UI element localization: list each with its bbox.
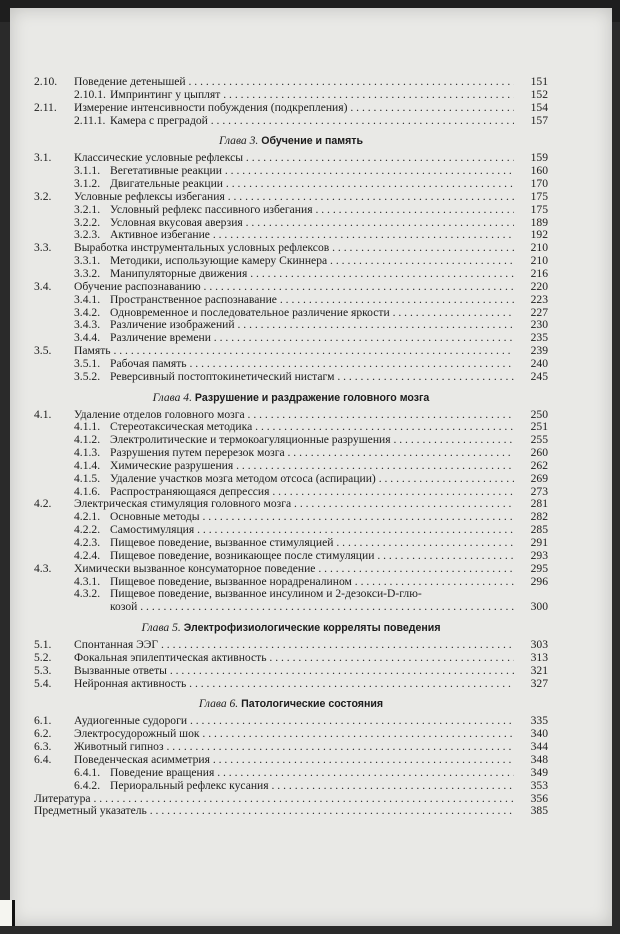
toc-entry-number: 3.5.2. [74,369,101,383]
toc-entry-title: Пространственное распознавание . . . [110,294,514,307]
toc-entry-page: 239 [530,344,548,358]
toc-entry-title: Электросудорожный шок . . . [74,728,514,741]
toc-entry[interactable] [34,255,548,268]
toc-entry-title: Распространяющаяся депрессия . . . [110,486,514,499]
toc-entry-page: 293 [530,548,548,562]
toc-entry-page: 295 [530,561,548,575]
chapter-title: Обучение и память [261,135,364,148]
toc-section-2 [34,76,548,127]
toc-entry-title: Вызванные ответы . . . [74,665,514,678]
toc-entry-title: Литература . . . [34,793,514,806]
toc-entry[interactable] [34,678,548,691]
toc-entry-title: Импринтинг у цыплят . . . [110,89,514,102]
toc-entry[interactable] [34,191,548,204]
toc-entry-number: 3.3.1. [74,254,101,268]
toc-entry[interactable] [34,588,548,601]
toc-entry-page: 170 [530,177,548,191]
toc-entry-title: Память . . . [74,345,514,358]
toc-entry-page: 192 [530,228,548,242]
toc-entry-page: 159 [530,151,548,165]
toc-entry-number: 3.5. [34,344,52,358]
toc-entry-title: Манипуляторные движения . . . [110,268,514,281]
toc-entry-number: 2.10.1. [74,87,106,101]
toc-entry-title: Химические разрушения . . . [110,460,514,473]
toc-entry[interactable] [34,498,548,511]
toc-entry[interactable] [34,345,548,358]
toc-entry-title: Животный гипноз . . . [74,741,514,754]
toc-entry-page: 235 [530,331,548,345]
toc-entry-title: Пищевое поведение, возникающее после стимуляции . . . [110,550,514,563]
toc-entry-page: 175 [530,202,548,216]
toc-entry-page: 281 [530,497,548,511]
toc-entry-number: 2.11.1. [74,113,106,127]
toc-entry-number: 3.4.4. [74,331,101,345]
toc-entry-title: Различение изображений . . . [110,319,514,332]
toc-entry[interactable] [34,537,548,550]
toc-entry-title: Обучение распознаванию . . . [74,281,514,294]
toc-entry-number: 3.1.1. [74,164,101,178]
toc-entry-page: 230 [530,318,548,332]
toc-entry[interactable] [34,217,548,230]
toc-entry[interactable] [34,447,548,460]
toc-entry-page: 152 [530,87,548,101]
book-page [10,8,612,926]
toc-entry-number: 4.3. [34,561,52,575]
toc-entry-title: Нейронная активность . . . [74,678,514,691]
toc-entry-page: 273 [530,484,548,498]
toc-entry-page: 260 [530,446,548,460]
toc-entry-page: 327 [530,676,548,690]
toc-entry-page: 220 [530,279,548,293]
toc-entry-title: Стереотаксическая методика . . . [110,421,514,434]
toc-entry-number: 4.2.4. [74,548,101,562]
toc-entry[interactable] [34,780,548,793]
toc-entry-number: 4.1. [34,407,52,421]
chapter-heading-3 [34,127,548,152]
toc-entry[interactable] [34,639,548,652]
scan-corner [0,900,15,926]
toc-entry-title: козой . . . [110,601,514,614]
toc-entry[interactable] [34,89,548,102]
chapter-label: Глава 4. [152,390,192,404]
toc-section-3 [34,152,548,383]
toc-entry-page: 285 [530,523,548,537]
toc-entry-number: 3.5.1. [74,356,101,370]
toc-entry-number: 6.4.1. [74,765,101,779]
toc-entry-number: 4.1.4. [74,458,101,472]
toc-entry-number: 5.1. [34,638,52,652]
toc-entry-page: 154 [530,100,548,114]
toc-entry[interactable] [34,728,548,741]
toc-entry-page: 223 [530,292,548,306]
chapter-title: Электрофизиологические корреляты поведения [183,622,441,635]
toc-entry[interactable] [34,754,548,767]
toc-entry-page: 300 [530,600,548,614]
toc-entry[interactable] [34,601,548,614]
toc-entry[interactable] [34,715,548,728]
toc-entry-number: 4.2. [34,497,52,511]
toc-entry-number: 6.3. [34,740,52,754]
toc-entry[interactable] [34,319,548,332]
toc-entry-page: 385 [530,804,548,818]
toc-entry-title: Химически вызванное консуматорное поведение . . . [74,563,514,576]
toc-entry-title: Электролитические и термокоагуляционные разрушения . . . [110,434,514,447]
toc-entry-title: Условные рефлексы избегания . . . [74,191,514,204]
chapter-heading-4 [34,384,548,409]
toc-entry-page: 335 [530,714,548,728]
toc-entry-number: 3.3. [34,241,52,255]
toc-entry[interactable] [34,76,548,89]
toc-entry[interactable] [34,102,548,115]
toc-entry-number: 2.11. [34,100,57,114]
toc-entry-page: 189 [530,215,548,229]
toc-entry-title: Различение времени . . . [110,332,514,345]
toc-entry-title: Условный рефлекс пассивного избегания . . . [110,204,514,217]
toc-entry-page: 251 [530,420,548,434]
toc-entry-number: 3.2.2. [74,215,101,229]
toc-entry-page: 348 [530,752,548,766]
toc-entry[interactable] [34,665,548,678]
toc-entry-number: 3.4.2. [74,305,101,319]
toc-entry-title: Выработка инструментальных условных рефлексов . . . [74,242,514,255]
toc-entry[interactable] [34,409,548,422]
toc-entry[interactable] [34,242,548,255]
toc-entry[interactable] [34,204,548,217]
toc-entry[interactable] [34,652,548,665]
toc-entry-page: 269 [530,471,548,485]
toc-entry[interactable] [34,332,548,345]
toc-entry[interactable] [34,268,548,281]
chapter-heading-5 [34,614,548,639]
chapter-title: Патологические состояния [241,698,384,711]
toc-entry-title: Удаление участков мозга методом отсоса (аспирации) . . . [110,473,514,486]
toc-entry[interactable] [34,371,548,384]
toc-entry[interactable] [34,307,548,320]
toc-section-5 [34,639,548,690]
toc-entry-number: 3.4.1. [74,292,101,306]
toc-entry[interactable] [34,767,548,780]
toc-entry-page: 344 [530,740,548,754]
toc-entry-number: 3.2.1. [74,202,101,216]
toc-entry-number: 6.4. [34,752,52,766]
toc-entry[interactable] [34,524,548,537]
toc-entry-number: 5.2. [34,650,52,664]
toc-entry-page: 210 [530,254,548,268]
toc-entry-page: 349 [530,765,548,779]
toc-entry-number: 3.2.3. [74,228,101,242]
toc-entry-title: Рабочая память . . . [110,358,514,371]
toc-entry[interactable] [34,178,548,191]
toc-entry[interactable] [34,165,548,178]
toc-entry[interactable] [34,576,548,589]
toc-entry[interactable] [34,741,548,754]
toc-entry-number: 4.1.1. [74,420,101,434]
toc-entry[interactable] [34,486,548,499]
toc-entry-page: 255 [530,433,548,447]
toc-entry-title: Вегетативные реакции . . . [110,165,514,178]
toc-entry-number: 3.4. [34,279,52,293]
toc-entry[interactable] [34,294,548,307]
toc-entry-page: 291 [530,536,548,549]
toc-entry[interactable] [34,421,548,434]
toc-entry[interactable] [34,434,548,447]
toc-entry-title: Фокальная эпилептическая активность . . . [74,652,514,665]
toc-entry-page: 356 [530,791,548,805]
table-of-contents [34,76,548,818]
toc-section-4 [34,409,548,615]
toc-entry-number: 4.3.2. [74,587,101,601]
toc-entry-page: 303 [530,638,548,652]
toc-entry[interactable] [34,460,548,473]
toc-entry-title: Удаление отделов головного мозга . . . [74,409,514,422]
chapter-label: Глава 5. [141,621,181,635]
toc-entry-title: Одновременное и последовательное различение яркости . . . [110,307,514,320]
toc-entry-page: 216 [530,266,548,280]
toc-entry-number: 4.1.3. [74,446,101,460]
chapter-label: Глава 6. [198,697,239,711]
toc-entry-page: 245 [530,369,548,383]
toc-entry-title: Активное избегание . . . [110,229,514,242]
toc-entry-number: 4.3.1. [74,574,101,588]
toc-entry-title: Классические условные рефлексы . . . [74,152,514,165]
toc-entry[interactable] [34,281,548,294]
toc-entry-title: Реверсивный постоптокинетический нистагм . . . [110,371,514,384]
toc-entry-page: 321 [530,663,548,677]
toc-entry-number: 4.1.6. [74,484,101,498]
toc-entry-title: Методики, использующие камеру Скиннера . . . [110,255,514,268]
toc-entry-page: 340 [530,727,548,741]
toc-entry-page: 262 [530,458,548,472]
toc-entry-title: Условная вкусовая аверзия . . . [110,217,514,230]
toc-entry-title: Пищевое поведение, вызванное стимуляцией . . . [110,537,514,550]
chapter-heading-6 [34,690,548,715]
toc-entry[interactable] [34,550,548,563]
toc-entry-number: 5.3. [34,663,52,677]
toc-entry-number: 3.1.2. [74,177,101,191]
toc-entry-page: 151 [530,75,548,88]
toc-section-6 [34,715,548,818]
toc-entry-page: 313 [530,650,548,664]
toc-entry-title: Аудиогенные судороги . . . [74,715,514,728]
toc-entry-title: Самостимуляция . . . [110,524,514,537]
toc-entry-number: 6.4.2. [74,778,101,792]
toc-entry-number: 3.3.2. [74,266,101,280]
toc-entry[interactable] [34,563,548,576]
toc-entry-number: 5.4. [34,676,52,690]
toc-entry-title: Периоральный рефлекс кусания . . . [110,780,514,793]
toc-entry-title: Предметный указатель . . . [34,805,514,818]
chapter-label: Глава 3. [218,134,259,148]
toc-entry-page: 160 [530,164,548,178]
toc-entry-page: 353 [530,778,548,792]
toc-entry-number: 4.2.1. [74,510,101,524]
toc-entry-title: Пищевое поведение, вызванное инсулином и 2-дезокси-D-глю- [110,588,422,601]
toc-entry-number: 4.1.2. [74,433,101,447]
chapter-title: Разрушение и раздражение головного мозга [194,391,430,404]
toc-entry-title: Камера с преградой . . . [110,115,514,128]
toc-entry-title: Поведение вращения . . . [110,767,514,780]
toc-entry-title: Разрушения путем перерезок мозга . . . [110,447,514,460]
toc-entry[interactable] [34,229,548,242]
toc-entry-number: 4.1.5. [74,471,101,485]
toc-entry[interactable] [34,152,548,165]
toc-entry-page: 296 [530,574,548,588]
toc-entry-page: 240 [530,356,548,370]
toc-entry[interactable] [34,473,548,486]
toc-entry-page: 157 [530,113,548,127]
toc-entry[interactable] [34,805,548,818]
toc-entry[interactable] [34,358,548,371]
toc-entry-title: Двигательные реакции . . . [110,178,514,191]
toc-entry-page: 227 [530,305,548,319]
toc-entry-title: Поведение детенышей . . . [74,76,514,89]
toc-entry-title: Спонтанная ЭЭГ . . . [74,639,514,652]
toc-entry-page: 282 [530,510,548,524]
toc-entry-number: 6.1. [34,714,52,728]
toc-entry[interactable] [34,511,548,524]
toc-entry-number: 3.1. [34,151,52,165]
toc-entry-number: 4.2.2. [74,523,101,537]
toc-entry-title: Пищевое поведение, вызванное норадреналином . . . [110,576,514,589]
toc-entry[interactable] [34,115,548,128]
toc-entry-number: 2.10. [34,75,58,88]
toc-entry-number: 3.4.3. [74,318,101,332]
toc-entry-title: Электрическая стимуляция головного мозга . . . [74,498,514,511]
toc-entry-page: 210 [530,241,548,255]
toc-entry-title: Поведенческая асимметрия . . . [74,754,514,767]
toc-entry-page: 175 [530,189,548,203]
toc-entry-page: 250 [530,407,548,421]
toc-entry-title: Основные методы . . . [110,511,514,524]
toc-entry[interactable] [34,793,548,806]
toc-entry-number: 3.2. [34,189,52,203]
toc-entry-number: 6.2. [34,727,52,741]
toc-entry-number: 4.2.3. [74,536,101,549]
toc-entry-title: Измерение интенсивности побуждения (подкрепления) . . . [74,102,514,115]
